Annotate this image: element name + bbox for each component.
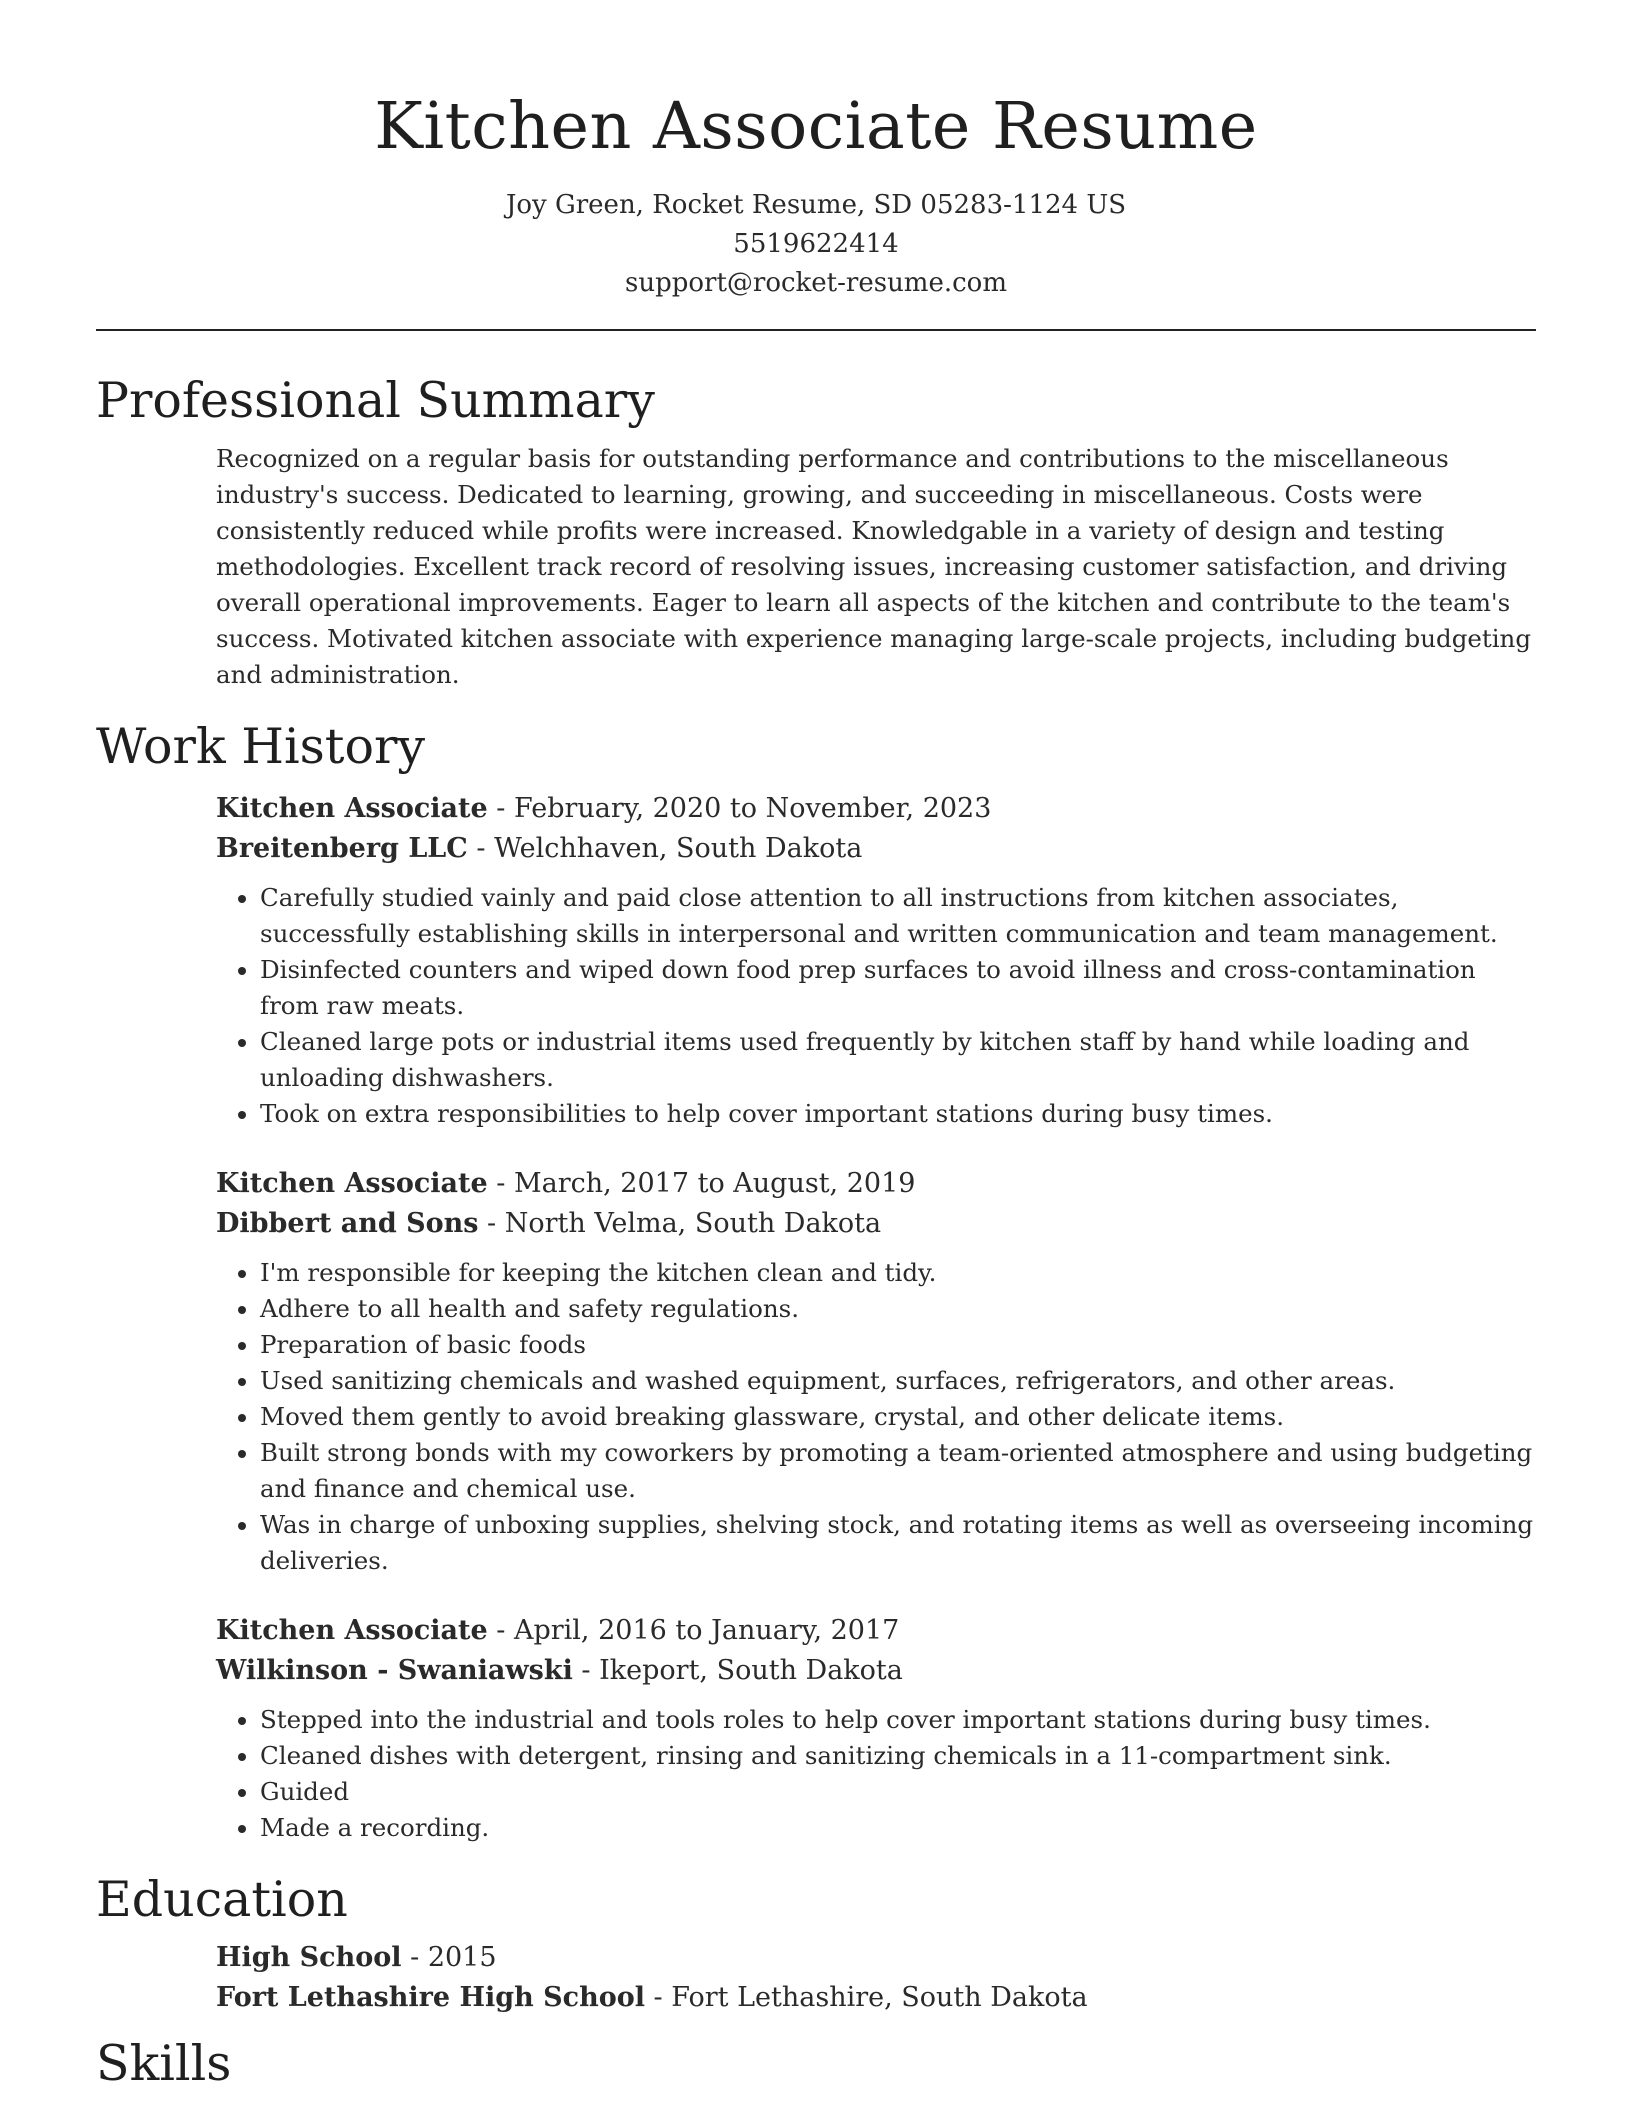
job-title: Kitchen Associate <box>216 1615 488 1646</box>
job-duty-item: • Cleaned dishes with detergent, rinsing and sanitizing chemicals in a 11-compartment sink. <box>260 1738 1536 1774</box>
contact-block <box>96 186 1536 303</box>
resume-page <box>96 0 1536 2096</box>
education-degree: High School <box>216 1942 402 1973</box>
job-title-line <box>216 1164 1536 1204</box>
section-heading-work: Work History <box>96 718 426 775</box>
job-company-line <box>216 1204 1536 1244</box>
education-year: - 2015 <box>401 1942 497 1973</box>
job-entry <box>216 1164 1536 1579</box>
job-location: - Welchhaven, South Dakota <box>467 833 863 864</box>
job-dates: - March, 2017 to August, 2019 <box>487 1168 916 1199</box>
professional-summary-section <box>96 369 1536 693</box>
summary-text: Recognized on a regular basis for outstanding performance and contributions to the miscellaneous industry's success. Dedicated to learning, growing, and succeeding in miscellaneous. Costs were consistently reduced while profits were increased. Knowledgable in a variety of design and testing methodologies. Excellent track record of resolving issues, increasing customer satisfaction, and driving overall operational improvements. Eager to learn all aspects of the kitchen and contribute to the team's success. Motivated kitchen associate with experience managing large-scale projects, including budgeting and administration. <box>216 444 1532 689</box>
contact-phone: 5519622414 <box>733 229 899 259</box>
job-entry <box>216 789 1536 1132</box>
job-company: Dibbert and Sons <box>216 1208 479 1239</box>
job-duty-item: • Disinfected counters and wiped down food prep surfaces to avoid illness and cross-contamination from raw meats. <box>260 952 1536 1024</box>
job-company: Wilkinson - Swaniawski <box>216 1655 573 1686</box>
job-company-line <box>216 1651 1536 1691</box>
education-school-line <box>216 1978 1536 2018</box>
job-location: - Ikeport, South Dakota <box>572 1655 903 1686</box>
job-duty-item: • Adhere to all health and safety regulations. <box>260 1291 1536 1327</box>
job-duty-item: • Made a recording. <box>260 1810 1536 1846</box>
job-duty-item: • Preparation of basic foods <box>260 1327 1536 1363</box>
job-duty-item: • Was in charge of unboxing supplies, shelving stock, and rotating items as well as overseeing incoming deliveries. <box>260 1507 1536 1579</box>
job-duties-list <box>216 1702 1536 1846</box>
job-title: Kitchen Associate <box>216 1168 488 1199</box>
resume-title: Kitchen Associate Resume <box>374 89 1258 164</box>
job-entry <box>216 1611 1536 1846</box>
job-title-line <box>216 789 1536 829</box>
education-section <box>96 1868 1536 2018</box>
job-duty-item: • Took on extra responsibilities to help cover important stations during busy times. <box>260 1096 1536 1132</box>
job-duty-item: • Used sanitizing chemicals and washed equipment, surfaces, refrigerators, and other areas. <box>260 1363 1536 1399</box>
job-duties-list <box>216 880 1536 1132</box>
education-location: - Fort Lethashire, South Dakota <box>644 1982 1088 2013</box>
job-duty-item: • Carefully studied vainly and paid close attention to all instructions from kitchen associates, successfully establishing skills in interpersonal and written communication and team management. <box>260 880 1536 952</box>
job-duty-item: • I'm responsible for keeping the kitchen clean and tidy. <box>260 1255 1536 1291</box>
skills-section <box>96 2032 1536 2096</box>
job-dates: - February, 2020 to November, 2023 <box>487 793 992 824</box>
contact-address: Joy Green, Rocket Resume, SD 05283-1124 US <box>505 190 1127 220</box>
job-duty-item: • Built strong bonds with my coworkers by promoting a team-oriented atmosphere and using budgeting and finance and chemical use. <box>260 1435 1536 1507</box>
education-degree-line <box>216 1938 1536 1978</box>
section-heading-skills: Skills <box>96 2035 232 2092</box>
education-school: Fort Lethashire High School <box>216 1982 645 2013</box>
contact-email: support@rocket-resume.com <box>624 268 1007 298</box>
job-company-line <box>216 829 1536 869</box>
job-location: - North Velma, South Dakota <box>478 1208 882 1239</box>
job-duty-item: • Guided <box>260 1774 1536 1810</box>
job-duty-item: • Stepped into the industrial and tools roles to help cover important stations during busy times. <box>260 1702 1536 1738</box>
job-company: Breitenberg LLC <box>216 833 468 864</box>
job-duty-item: • Moved them gently to avoid breaking glassware, crystal, and other delicate items. <box>260 1399 1536 1435</box>
resume-header <box>96 0 1536 331</box>
job-title: Kitchen Associate <box>216 793 488 824</box>
job-title-line <box>216 1611 1536 1651</box>
section-heading-summary: Professional Summary <box>96 372 655 429</box>
section-heading-education: Education <box>96 1871 348 1928</box>
work-history-section <box>96 715 1536 1846</box>
job-dates: - April, 2016 to January, 2017 <box>487 1615 900 1646</box>
job-duty-item: • Cleaned large pots or industrial items used frequently by kitchen staff by hand while loading and unloading dishwashers. <box>260 1024 1536 1096</box>
job-duties-list <box>216 1255 1536 1579</box>
header-divider <box>96 329 1536 331</box>
